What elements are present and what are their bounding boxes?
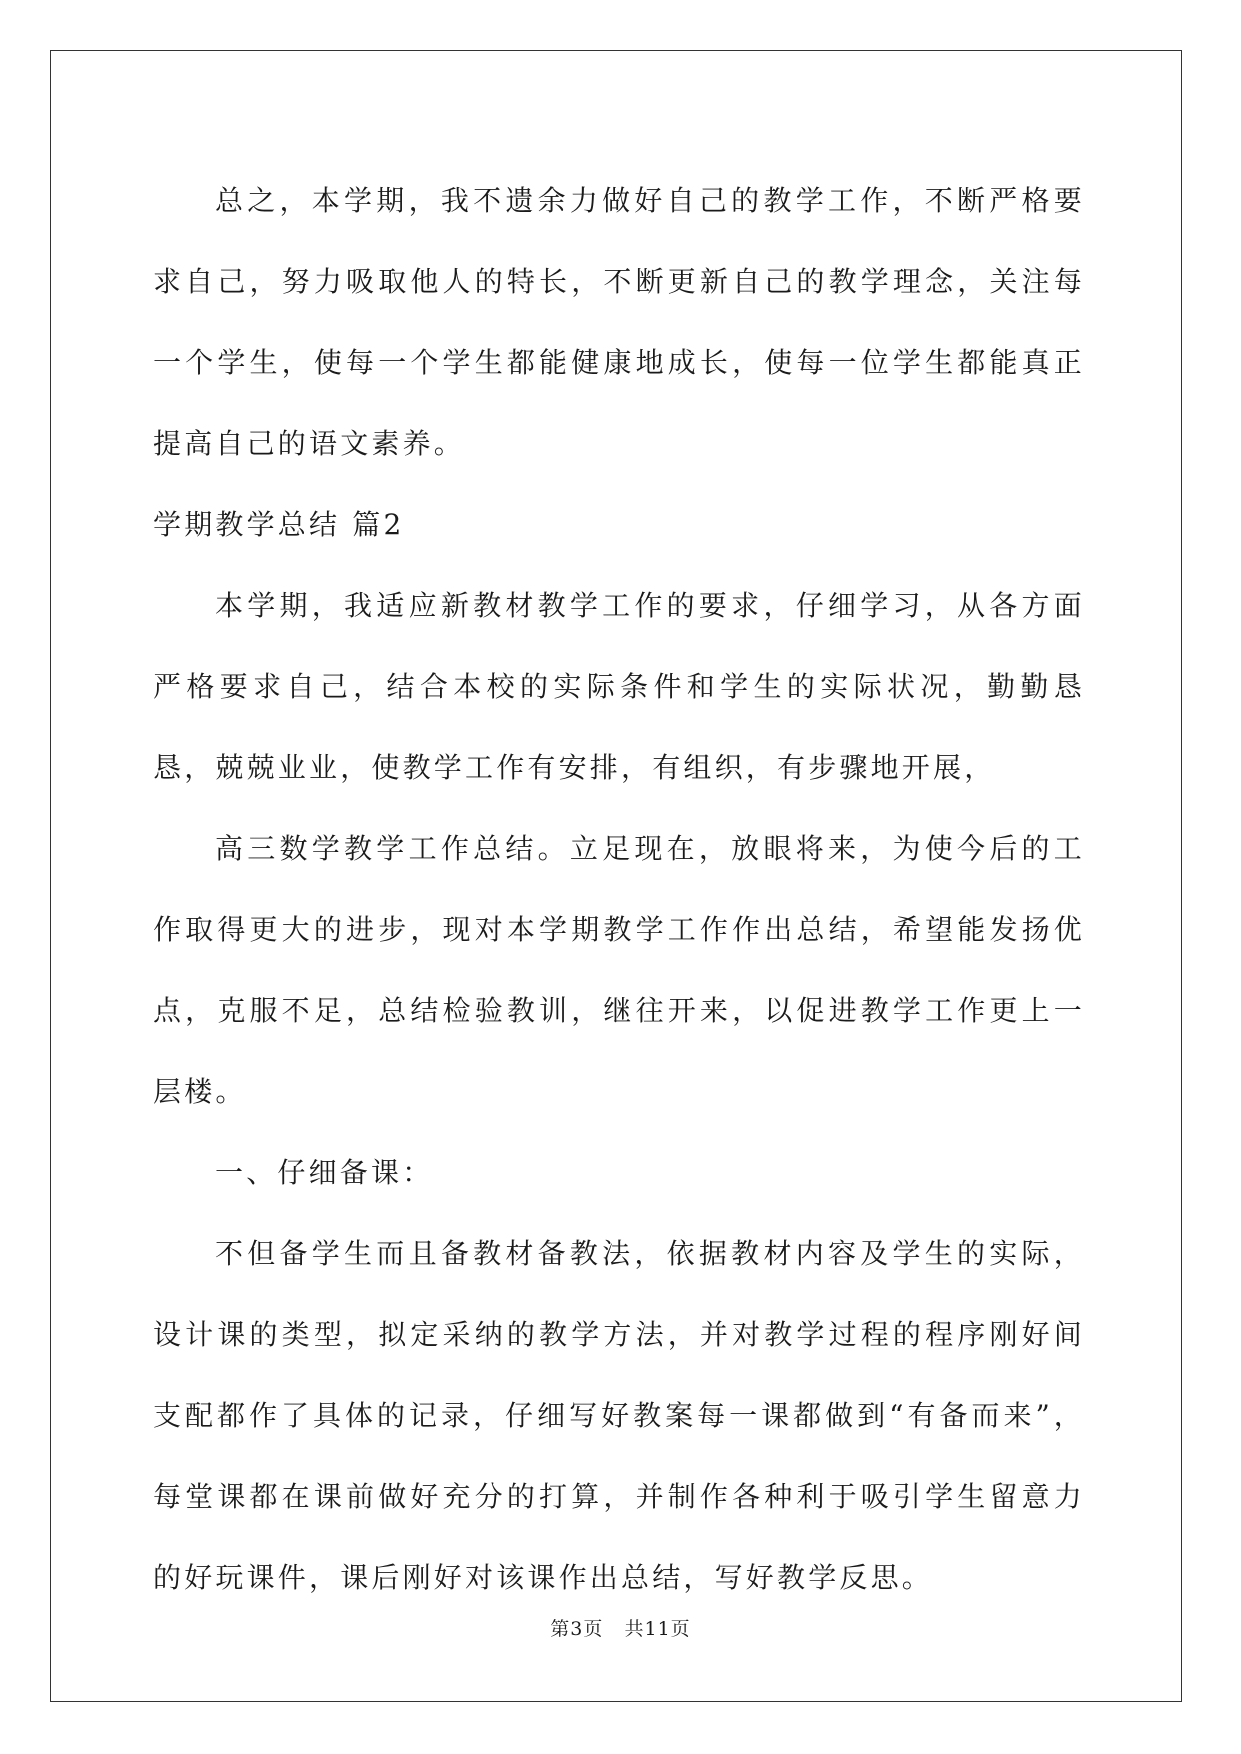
paragraph-summary-1: 总之，本学期，我不遗余力做好自己的教学工作，不断严格要求自己，努力吸取他人的特长，不断更新自己的教学理念，关注每一个学生，使每一个学生都能健康地成长，使每一位学生都能真正提高自己的语文素养。 (153, 184, 1085, 460)
paragraph-intro: 本学期，我适应新教材教学工作的要求，仔细学习，从各方面严格要求自己，结合本校的实际条件和学生的实际状况，勤勤恳恳，兢兢业业，使教学工作有安排，有组织，有步骤地开展， (153, 589, 1085, 784)
page-footer (0, 1614, 1241, 1641)
paragraph-preparation: 不但备学生而且备教材备教法，依据教材内容及学生的实际，设计课的类型，拟定采纳的教学方法，并对教学过程的程序刚好间支配都作了具体的记录，仔细写好教案每一课都做到“有备而来”，每堂课都在课前做好充分的打算，并制作各种利于吸引学生留意力的好玩课件，课后刚好对该课作出总结，写好教学反思。 (153, 1237, 1085, 1594)
section-heading: 学期教学总结 篇2 (153, 508, 405, 541)
page-number: 第3页 共11页 (550, 1618, 691, 1640)
subheading-preparation: 一、仔细备课： (215, 1156, 434, 1189)
paragraph-overview: 高三数学教学工作总结。立足现在，放眼将来，为使今后的工作取得更大的进步，现对本学期教学工作作出总结，希望能发扬优点，克服不足，总结检验教训，继往开来，以促进教学工作更上一层楼。 (153, 832, 1085, 1108)
document-body (153, 160, 1085, 1618)
